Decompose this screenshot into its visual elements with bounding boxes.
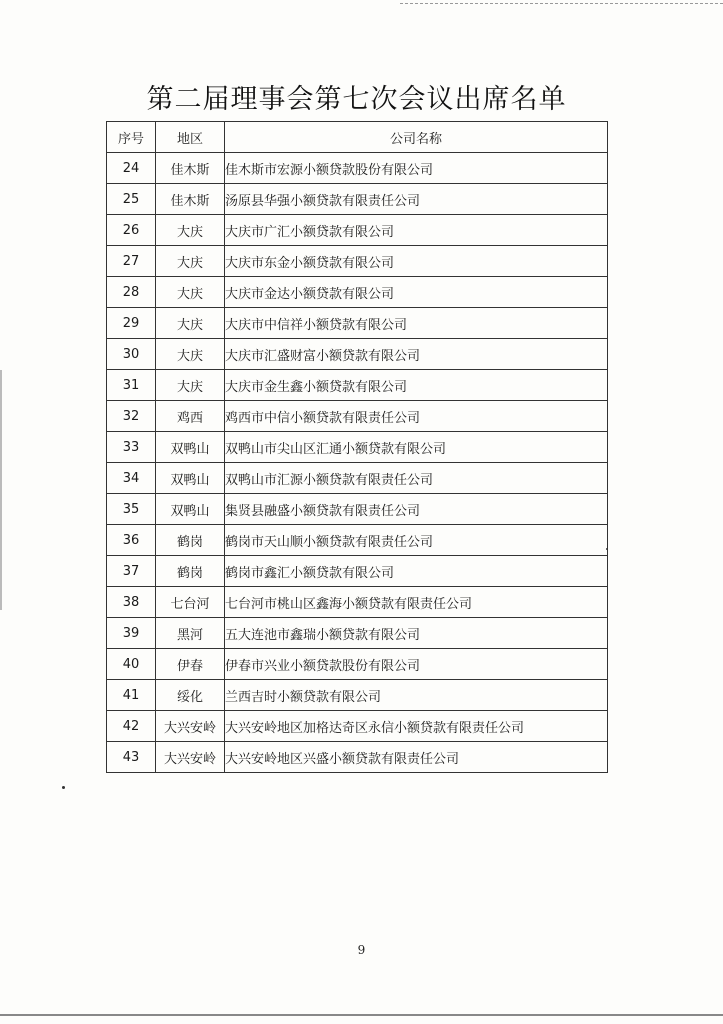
seq-cell: 33 (107, 432, 156, 463)
region-cell: 大庆 (156, 370, 225, 401)
company-name-cell: 双鸭山市汇源小额贷款有限责任公司 (225, 463, 608, 494)
table-header-row (107, 122, 608, 153)
company-name-cell: 汤原县华强小额贷款有限责任公司 (225, 184, 608, 215)
scan-speck (606, 548, 608, 550)
table-body (107, 153, 608, 773)
region-cell: 双鸭山 (156, 463, 225, 494)
table-row (107, 618, 608, 649)
company-name-cell: 兰西吉时小额贷款有限公司 (225, 680, 608, 711)
company-name-cell: 佳木斯市宏源小额贷款股份有限公司 (225, 153, 608, 184)
table-row (107, 587, 608, 618)
company-name-cell: 五大连池市鑫瑞小额贷款有限公司 (225, 618, 608, 649)
seq-cell: 30 (107, 339, 156, 370)
region-cell: 七台河 (156, 587, 225, 618)
company-name-cell: 大庆市金达小额贷款有限公司 (225, 277, 608, 308)
company-name-cell: 鹤岗市鑫汇小额贷款有限公司 (225, 556, 608, 587)
seq-cell: 29 (107, 308, 156, 339)
company-name-cell: 大兴安岭地区兴盛小额贷款有限责任公司 (225, 742, 608, 773)
table-row (107, 742, 608, 773)
region-cell: 佳木斯 (156, 153, 225, 184)
region-cell: 大庆 (156, 215, 225, 246)
seq-cell: 26 (107, 215, 156, 246)
region-cell: 大兴安岭 (156, 711, 225, 742)
region-cell: 大庆 (156, 246, 225, 277)
seq-cell: 34 (107, 463, 156, 494)
region-cell: 双鸭山 (156, 432, 225, 463)
table-row (107, 184, 608, 215)
seq-cell: 35 (107, 494, 156, 525)
seq-cell: 41 (107, 680, 156, 711)
header-seq: 序号 (107, 122, 156, 153)
table-row (107, 711, 608, 742)
company-name-cell: 大庆市中信祥小额贷款有限公司 (225, 308, 608, 339)
company-name-cell: 七台河市桃山区鑫海小额贷款有限责任公司 (225, 587, 608, 618)
region-cell: 鹤岗 (156, 525, 225, 556)
region-cell: 黑河 (156, 618, 225, 649)
scan-artifact-left-edge (0, 370, 2, 610)
table-row (107, 494, 608, 525)
table-row (107, 308, 608, 339)
company-name-cell: 大庆市汇盛财富小额贷款有限公司 (225, 339, 608, 370)
region-cell: 鹤岗 (156, 556, 225, 587)
table-row (107, 339, 608, 370)
table-row (107, 215, 608, 246)
table-row (107, 246, 608, 277)
table-row (107, 432, 608, 463)
company-name-cell: 大庆市广汇小额贷款有限公司 (225, 215, 608, 246)
table-row (107, 463, 608, 494)
scan-speck (62, 786, 65, 789)
seq-cell: 27 (107, 246, 156, 277)
company-name-cell: 集贤县融盛小额贷款有限责任公司 (225, 494, 608, 525)
seq-cell: 39 (107, 618, 156, 649)
seq-cell: 38 (107, 587, 156, 618)
scan-artifact-bottom-edge (0, 1014, 723, 1016)
seq-cell: 42 (107, 711, 156, 742)
scan-artifact-top-line (400, 3, 723, 4)
seq-cell: 36 (107, 525, 156, 556)
document-title: 第二届理事会第七次会议出席名单 (146, 84, 567, 115)
seq-cell: 24 (107, 153, 156, 184)
seq-cell: 31 (107, 370, 156, 401)
company-name-cell: 大兴安岭地区加格达奇区永信小额贷款有限责任公司 (225, 711, 608, 742)
company-name-cell: 鹤岗市天山顺小额贷款有限责任公司 (225, 525, 608, 556)
region-cell: 大兴安岭 (156, 742, 225, 773)
table-row (107, 370, 608, 401)
seq-cell: 40 (107, 649, 156, 680)
region-cell: 绥化 (156, 680, 225, 711)
seq-cell: 28 (107, 277, 156, 308)
region-cell: 大庆 (156, 308, 225, 339)
company-name-cell: 伊春市兴业小额贷款股份有限公司 (225, 649, 608, 680)
seq-cell: 25 (107, 184, 156, 215)
seq-cell: 37 (107, 556, 156, 587)
region-cell: 伊春 (156, 649, 225, 680)
region-cell: 大庆 (156, 339, 225, 370)
seq-cell: 32 (107, 401, 156, 432)
page-number: 9 (357, 943, 366, 957)
company-name-cell: 双鸭山市尖山区汇通小额贷款有限公司 (225, 432, 608, 463)
table-row (107, 525, 608, 556)
table-row (107, 680, 608, 711)
table-row (107, 401, 608, 432)
table-row (107, 556, 608, 587)
header-region: 地区 (156, 122, 225, 153)
region-cell: 大庆 (156, 277, 225, 308)
attendance-table (106, 121, 608, 773)
company-name-cell: 大庆市东金小额贷款有限公司 (225, 246, 608, 277)
region-cell: 鸡西 (156, 401, 225, 432)
company-name-cell: 大庆市金生鑫小额贷款有限公司 (225, 370, 608, 401)
header-company: 公司名称 (225, 122, 608, 153)
table-row (107, 649, 608, 680)
company-name-cell: 鸡西市中信小额贷款有限责任公司 (225, 401, 608, 432)
table-row (107, 277, 608, 308)
table-row (107, 153, 608, 184)
seq-cell: 43 (107, 742, 156, 773)
region-cell: 佳木斯 (156, 184, 225, 215)
region-cell: 双鸭山 (156, 494, 225, 525)
